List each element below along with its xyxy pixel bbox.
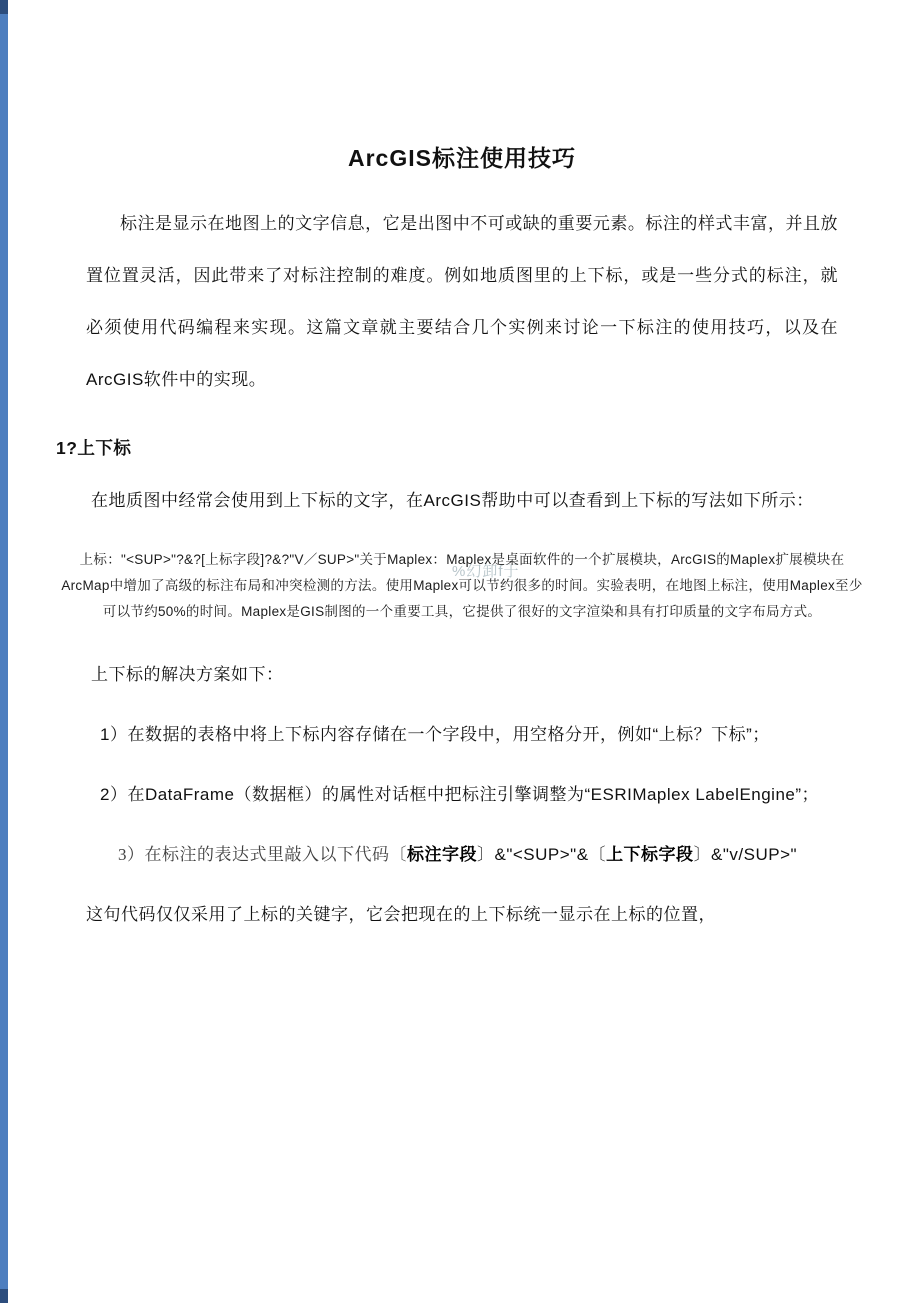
- label-field-token: 标注字段: [407, 845, 477, 864]
- section-1-heading: 1?上下标: [56, 438, 132, 458]
- sup-sub-field-token: 上下标字段: [606, 845, 694, 864]
- solution-item-2: 2）在DataFrame（数据框）的属性对话框中把标注引擎调整为“ESRIMaplex LabelEngine”；: [100, 785, 820, 804]
- page-title: ArcGIS标注使用技巧: [348, 145, 576, 171]
- watermark: %幻卸f于: [452, 563, 520, 580]
- intro-paragraph: 标注是显示在地图上的文字信息，它是出图中不可或缺的重要元素。标注的样式丰富，并且放置位置灵活，因此带来了对标注控制的难度。例如地质图里的上下标，或是一些分式的标注，就必须使用代码编程来实现。这篇文章就主要结合几个实例来讨论一下标注的使用技巧，以及在ArcGIS软件中的实现。: [86, 214, 838, 389]
- help-quote-block: 上标："<SUP>"?&?[上标字段]?&?"V／SUP>"关于Maplex：Maplex是桌面软件的一个扩展模块，ArcGIS的Maplex扩展模块在ArcMap中增加了高级的标注布局和冲突检测的方法。使用Maplex可以节约很多的时间。实验表明，在地图上标注，使用Maplex至少可以节约50%的时间。Maplex是GIS制图的一个重要工具，它提供了很好的文字渲染和具有打印质量的文字布局方式。: [61, 552, 863, 619]
- solutions-intro: 上下标的解决方案如下：: [91, 665, 284, 684]
- solution-item-3-code-suffix: 〕&"v/SUP>": [693, 845, 798, 864]
- page-edge-cap-bottom: [0, 1289, 8, 1303]
- closing-paragraph: 这句代码仅仅采用了上标的关键字，它会把现在的上下标统一显示在上标的位置，: [86, 905, 716, 924]
- solution-item-3: [100, 829, 838, 881]
- solution-item-3-prefix: 3）在标注的表达式里敲入以下代码〔: [118, 845, 407, 864]
- solution-item-1: 1）在数据的表格中将上下标内容存储在一个字段中，用空格分开，例如“上标？下标”；: [100, 725, 770, 744]
- solution-item-3-code-mid: 〕&"<SUP>"&〔: [477, 845, 607, 864]
- section-1-paragraph: 在地质图中经常会使用到上下标的文字，在ArcGIS帮助中可以查看到上下标的写法如下所示：: [91, 491, 814, 510]
